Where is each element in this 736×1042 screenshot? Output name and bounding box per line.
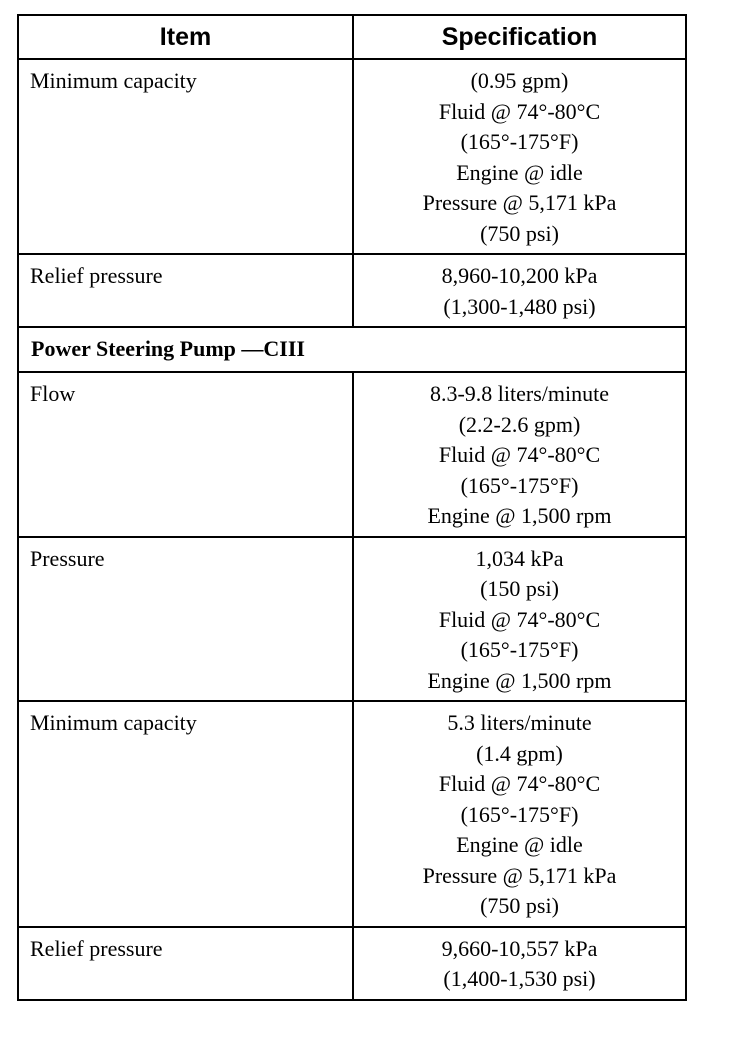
spec-line: Pressure @ 5,171 kPa [422,862,617,888]
specification-cell [353,537,686,702]
header-item: Item [18,15,353,59]
spec-line: Engine @ 1,500 rpm [427,667,612,693]
spec-line: (2.2-2.6 gpm) [458,411,581,437]
item-cell: Minimum capacity [18,59,353,254]
section-heading: Power Steering Pump —CIII [18,327,686,372]
spec-line: 8.3-9.8 liters/minute [429,381,610,406]
specification-cell [353,701,686,927]
table-row [18,59,686,254]
spec-line: 9,660-10,557 kPa [441,935,598,961]
spec-line: Fluid @ 74°-80°C [438,771,601,796]
table-row [18,372,686,537]
spec-line: 5.3 liters/minute [447,710,592,735]
section-row [18,327,686,372]
item-cell: Flow [18,372,353,537]
spec-line: (1.4 gpm) [476,740,563,766]
spec-line: (165°-175°F) [460,472,579,498]
item-cell: Pressure [18,537,353,702]
table-body [18,59,686,1000]
item-cell: Relief pressure [18,927,353,1000]
table-row [18,537,686,702]
spec-line: (165°-175°F) [460,129,579,154]
spec-line: Fluid @ 74°-80°C [438,442,601,467]
spec-line: Engine @ idle [456,159,583,185]
spec-line: 8,960-10,200 kPa [441,263,598,288]
header-row [18,15,686,59]
spec-line: Engine @ idle [456,832,583,857]
spec-line: (0.95 gpm) [470,68,569,93]
header-specification: Specification [353,15,686,59]
spec-line: (1,400-1,530 psi) [443,966,596,991]
spec-line: Fluid @ 74°-80°C [438,606,601,632]
spec-line: Engine @ 1,500 rpm [427,503,612,528]
specification-cell [353,372,686,537]
specification-cell [353,927,686,1000]
item-cell: Relief pressure [18,254,353,327]
table-row [18,254,686,327]
specification-cell [353,254,686,327]
spec-line: (750 psi) [480,893,559,918]
spec-line: (750 psi) [480,220,559,246]
specification-table [17,14,687,1001]
specification-cell [353,59,686,254]
spec-line: Fluid @ 74°-80°C [438,98,601,124]
spec-line: (150 psi) [480,576,559,601]
table-row [18,701,686,927]
spec-line: (1,300-1,480 psi) [443,293,596,319]
table-row [18,927,686,1000]
spec-line: Pressure @ 5,171 kPa [422,190,617,215]
spec-line: (165°-175°F) [460,801,579,827]
spec-line: 1,034 kPa [475,545,564,571]
spec-line: (165°-175°F) [460,637,579,662]
item-cell: Minimum capacity [18,701,353,927]
